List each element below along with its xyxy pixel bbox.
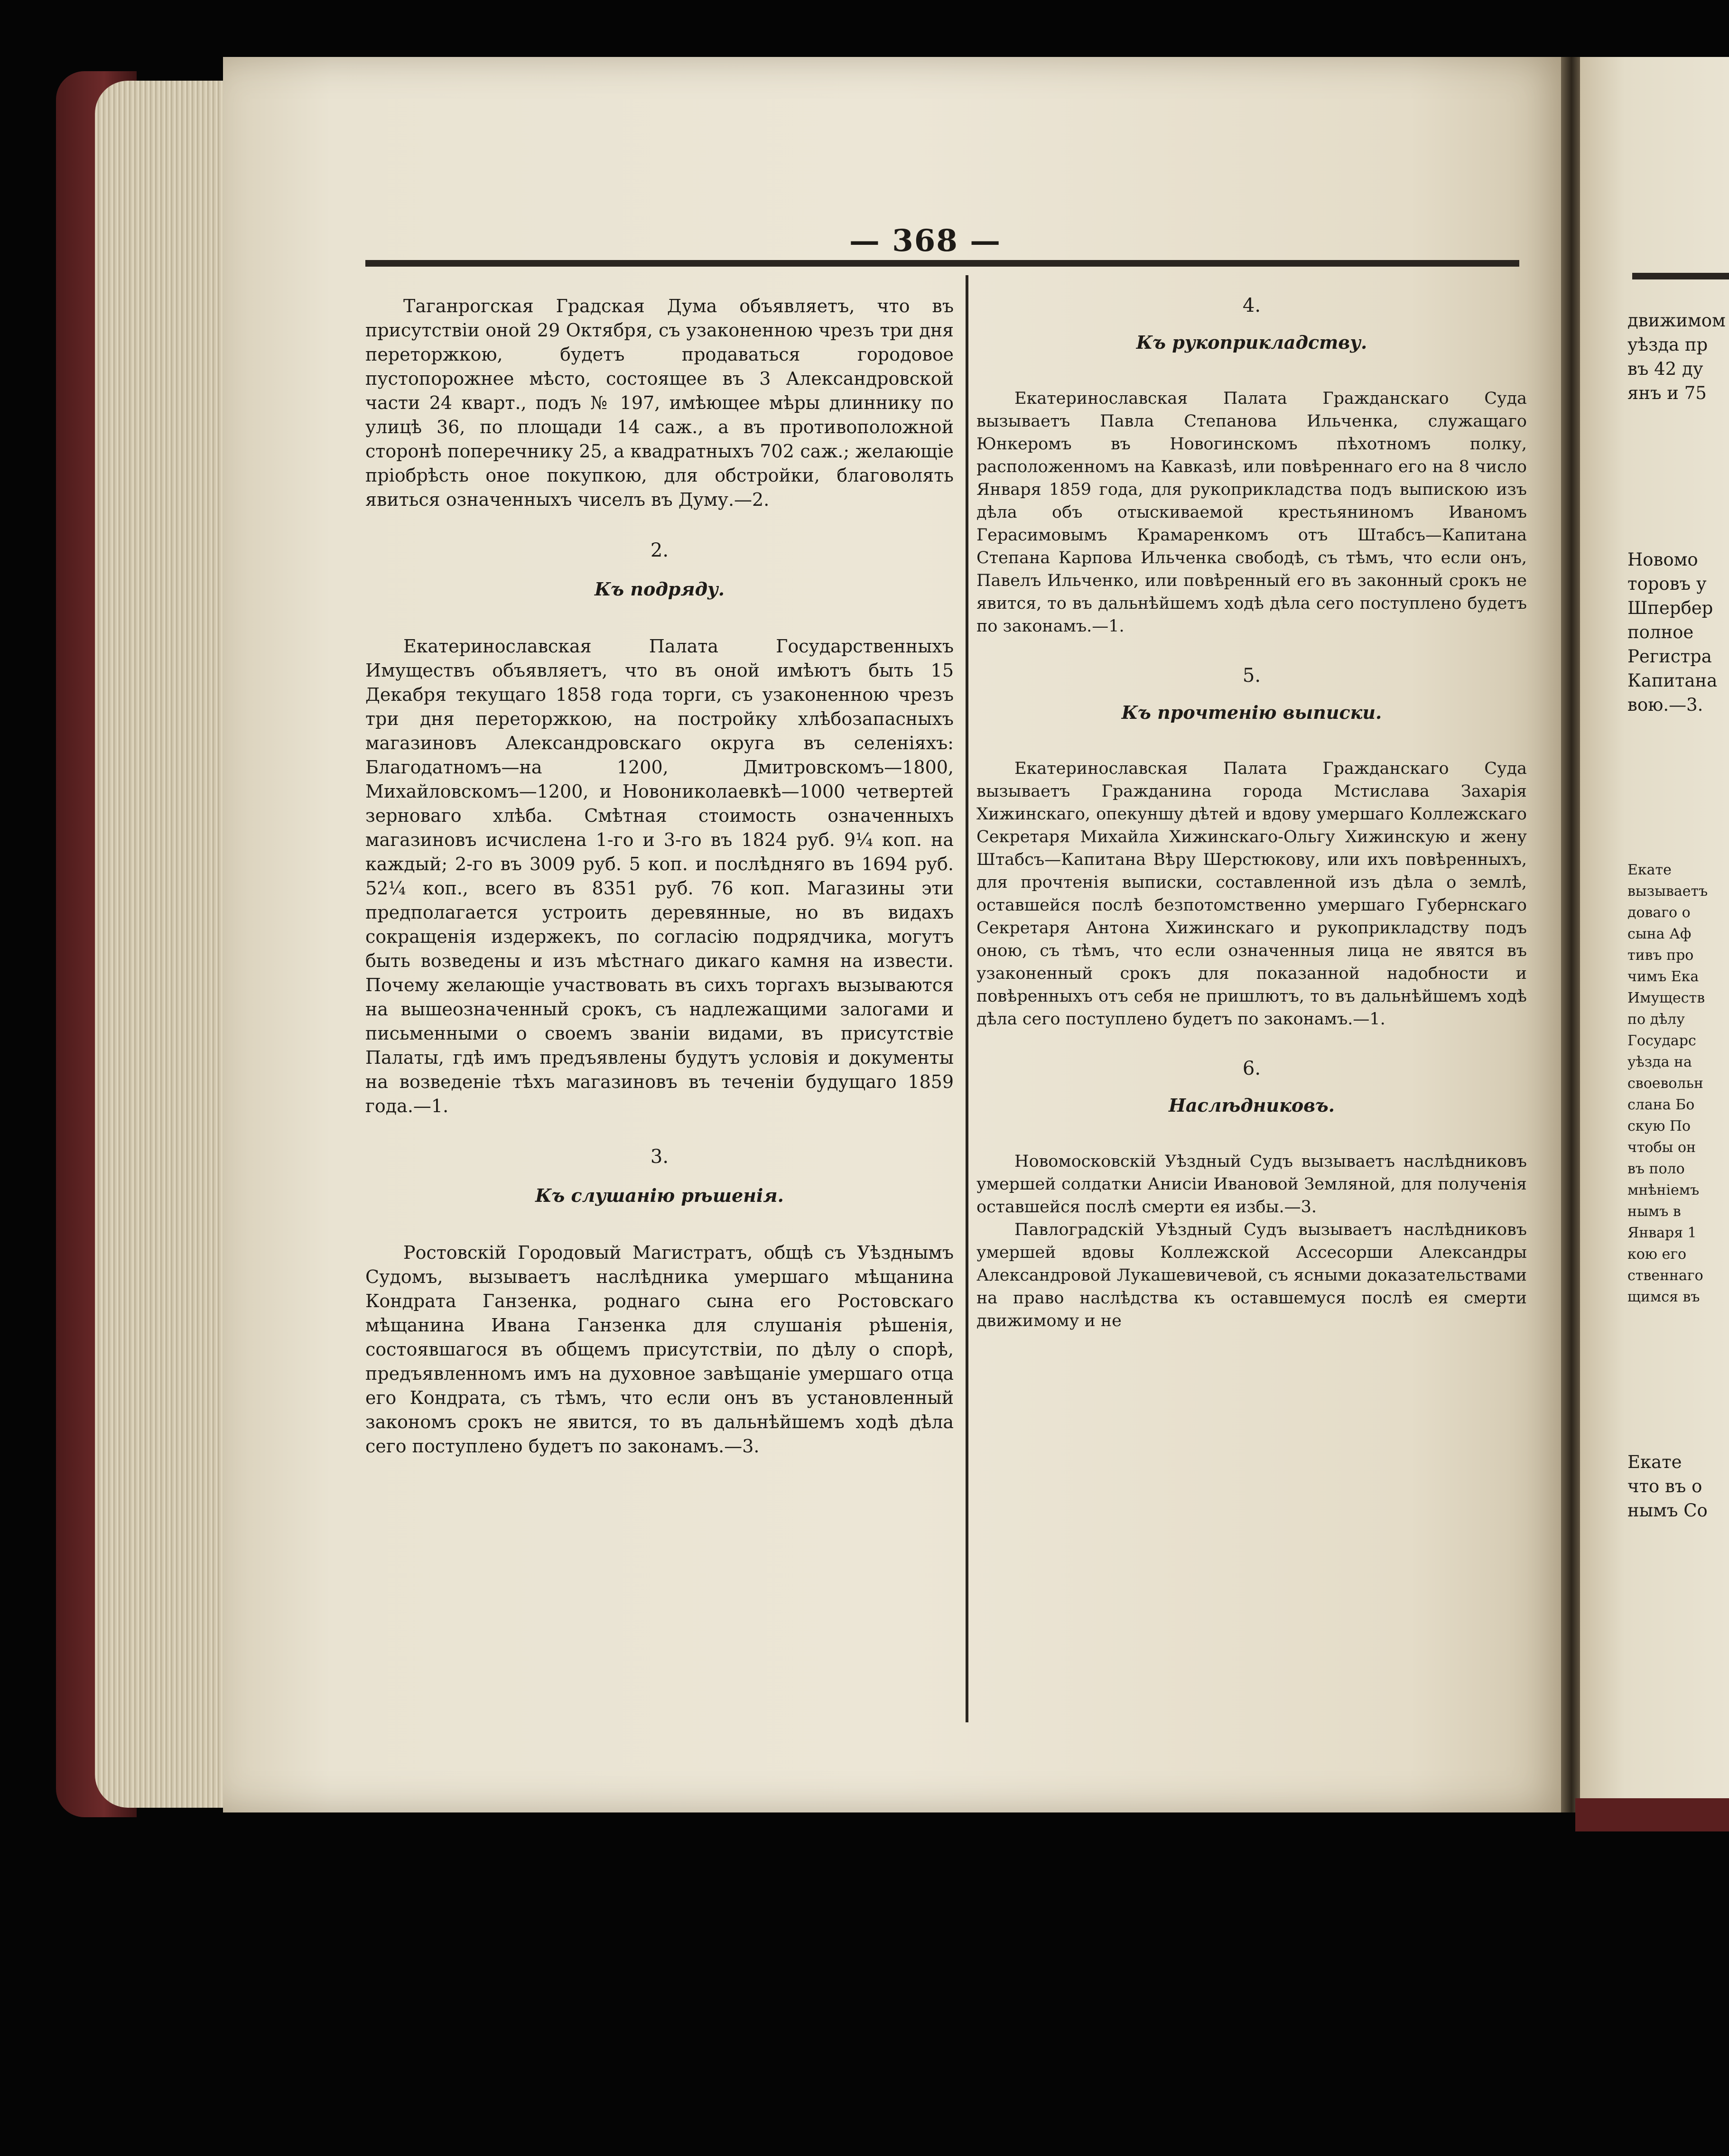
text-fragment: тивъ про (1627, 947, 1694, 964)
text-fragment: Государс (1627, 1032, 1696, 1049)
next-page-column (1627, 308, 1729, 1523)
text-fragment: скую По (1627, 1118, 1691, 1134)
text-fragment: уѣзда пр (1627, 335, 1708, 355)
text-fragment: Капитана (1627, 670, 1718, 691)
column-divider (966, 275, 968, 1722)
text-fragment: нымъ в (1627, 1203, 1681, 1220)
next-page-block-a (1627, 308, 1729, 405)
notice-paragraph: Ростовскій Городовый Магистратъ, общѣ съ Уѣзднымъ Судомъ, вызываетъ наслѣдника умершаго мѣщанина Кондрата Ганзенка, роднаго сына его Ростовскаго мѣщанина Ивана Ганзенка для слушанія рѣшенія, состоявшагося въ общемъ присутствіи, по дѣлу о спорѣ, предъявленномъ имъ на духовное завѣщаніе умершаго отца его Кондрата, съ тѣмъ, что если онъ въ установленный закономъ срокъ не явится, то въ дальнѣйшемъ ходѣ дѣла сего поступлено будетъ по законамъ.—3. (365, 1242, 954, 1457)
text-fragment: Екате (1627, 862, 1672, 878)
text-fragment: слана Бо (1627, 1097, 1695, 1113)
text-fragment: кою его (1627, 1246, 1686, 1263)
notice-5 (976, 664, 1527, 1031)
section-number: 5. (1242, 665, 1261, 687)
section-heading: Къ подряду. (594, 578, 725, 600)
section-number: 3. (650, 1146, 669, 1168)
notice-paragraph: Екатеринославская Палата Гражданскаго Суда вызываетъ Павла Степанова Ильченка, служащаго Юнкеромъ въ Новогинскомъ пѣхотномъ полку, расположенномъ на Кавказѣ, или повѣреннаго его на 8 число Января 1859 года, для рукоприкладства подъ выпискою изъ дѣла объ отыскиваемой крестьяниномъ Иваномъ Герасимовымъ Крамаренкомъ отъ Штабсъ—Капитана Степана Карпова Ильченка свободѣ, съ тѣмъ, что если онъ, Павелъ Ильченко, или повѣренный его въ законный срокъ не явится, то въ дальнѣйшемъ ходѣ дѣла сего поступлено будетъ по законамъ.—1. (976, 389, 1527, 636)
text-fragment: сына Аф (1627, 926, 1692, 942)
section-heading: Наслѣдниковъ. (1169, 1095, 1335, 1116)
text-fragment: въ поло (1627, 1161, 1685, 1177)
text-fragment: торовъ у (1627, 574, 1707, 594)
text-fragment: Имуществ (1627, 990, 1705, 1006)
text-fragment: уѣзда на (1627, 1054, 1692, 1070)
text-fragment: Регистра (1627, 646, 1712, 667)
text-fragment: чимъ Ека (1627, 968, 1699, 985)
notice-paragraph: Екатеринославская Палата Государственныхъ Имуществъ объявляетъ, что въ оной имѣютъ быть 15 Декабря текущаго 1858 года торги, съ узаконенною чрезъ три дня переторжкою, на постройку хлѣбозапасныхъ магазиновъ Александровскаго округа въ селеніяхъ: Благодатномъ—на 1200, Дмитровскомъ—1800, Михайловскомъ—1200, и Новониколаевкѣ—1000 четвертей зерноваго хлѣба. Смѣтная стоимость означенныхъ магазиновъ исчислена 1-го и 3-го въ 1824 руб. 9¼ коп. на каждый; 2-го въ 3009 руб. 5 коп. и послѣдняго въ 1694 руб. 52¼ коп., всего въ 8351 руб. 76 коп. Магазины эти предполагается устроить деревянные, но въ видахъ сокращенія издержекъ, по согласію подрядчика, могутъ быть возведены и изъ мѣстнаго дикаго камня на извести. Почему желающіе участвовать въ сихъ торгахъ вызываются на вышеозначенный срокъ, съ надлежащими залогами и письменными о своемъ званіи видами, въ присутствіе Палаты, гдѣ имъ предъявлены будутъ условія и документы на возведеніе тѣхъ магазиновъ въ теченіи будущаго 1859 года.—1. (365, 636, 954, 1116)
text-fragment: щимся въ (1627, 1289, 1700, 1305)
notice-2 (365, 539, 954, 1118)
left-column (365, 294, 954, 1459)
notice-paragraph: Екатеринославская Палата Гражданскаго Суда вызываетъ Гражданина города Мстислава Захарія Хижинскаго, опекуншу дѣтей и вдову умершаго Коллежскаго Секретаря Михайла Хижинскаго-Ольгу Хижинскую и жену Штабсъ—Капитана Вѣру Шерстюкову, или ихъ повѣренныхъ, для прочтенія выписки, составленной изъ дѣла о землѣ, оставшейся послѣ безпотомственно умершаго Губернскаго Секретаря Антона Хижинскаго и рукоприкладству подъ оною, съ тѣмъ, что если означенныя лица не явятся въ узаконенный срокъ для показанной надобности и повѣренныхъ отъ себя не пришлютъ, то въ дальнѣйшемъ ходѣ дѣла сего поступлено будетъ по законамъ.—1. (976, 759, 1527, 1029)
text-fragment: нымъ Со (1627, 1500, 1708, 1521)
section-number: 2. (650, 539, 669, 561)
text-fragment: доваго о (1627, 904, 1691, 921)
section-heading: Къ рукоприкладству. (1136, 332, 1367, 353)
text-fragment: янъ и 75 (1627, 383, 1707, 403)
text-fragment: мнѣніемъ (1627, 1182, 1700, 1199)
text-fragment: чтобы он (1627, 1139, 1696, 1156)
text-fragment: въ 42 ду (1627, 359, 1703, 379)
notice-3 (365, 1145, 954, 1459)
notice-paragraph: Таганрогская Градская Дума объявляетъ, что въ присутствіи оной 29 Октября, съ узаконенною чрезъ три дня переторжкою, будетъ продаваться городовое пустопорожнее мѣсто, состоящее въ 3 Александровской части 24 кварт., подъ № 197, имѣющее мѣры длиннику по улицѣ 36, по площади 14 саж., а въ противоположной сторонѣ поперечнику 25, а квадратныхъ 702 саж.; желающіе пріобрѣсть оное покупкою, для обстройки, благоволять явиться означенныхъ чиселъ въ Думу.—2. (365, 296, 954, 510)
section-number: 6. (1242, 1058, 1261, 1079)
notice-4 (976, 294, 1527, 638)
text-fragment: ственнаго (1627, 1267, 1703, 1284)
right-column (976, 294, 1527, 1332)
next-page-header-rule (1632, 273, 1729, 279)
next-page-block-d (1627, 1450, 1729, 1523)
text-fragment: Января 1 (1627, 1225, 1697, 1241)
text-fragment: что въ о (1627, 1476, 1702, 1496)
header-rule (365, 260, 1519, 267)
notice-paragraph: Павлоградскій Уѣздный Судъ вызываетъ наслѣдниковъ умершей вдовы Коллежской Ассесорши Александры Александровой Лукашевичевой, съ ясными доказательствами на право наслѣдства къ оставшемуся послѣ ея смерти движимому и не (976, 1220, 1527, 1330)
book-cover-right (1575, 1798, 1729, 1831)
text-fragment: своевольн (1627, 1075, 1703, 1092)
text-fragment: Шпербер (1627, 598, 1713, 618)
text-fragment: Екате (1627, 1452, 1682, 1472)
section-heading: Къ слушанію рѣшенія. (535, 1185, 784, 1206)
next-page-block-b (1627, 548, 1729, 717)
notice-6 (976, 1057, 1527, 1332)
text-fragment: по дѣлу (1627, 1011, 1685, 1028)
text-fragment: Новомо (1627, 549, 1698, 570)
text-fragment: полное (1627, 622, 1694, 642)
section-heading: Къ прочтенію выписки. (1121, 702, 1382, 723)
book-gutter (1561, 57, 1582, 1812)
notice-1 (365, 294, 954, 512)
section-number: 4. (1242, 295, 1261, 316)
text-fragment: вызываетъ (1627, 883, 1708, 900)
text-fragment: вою.—3. (1627, 695, 1703, 715)
notice-paragraph: Новомосковскій Уѣздный Судъ вызываетъ наслѣдниковъ умершей солдатки Анисіи Ивановой Земляной, для полученія оставшейся послѣ смерти ея избы.—3. (976, 1152, 1527, 1217)
page-number: — 368 — (849, 223, 1002, 259)
text-fragment: движимом (1627, 310, 1726, 331)
next-page-block-c (1627, 859, 1729, 1308)
